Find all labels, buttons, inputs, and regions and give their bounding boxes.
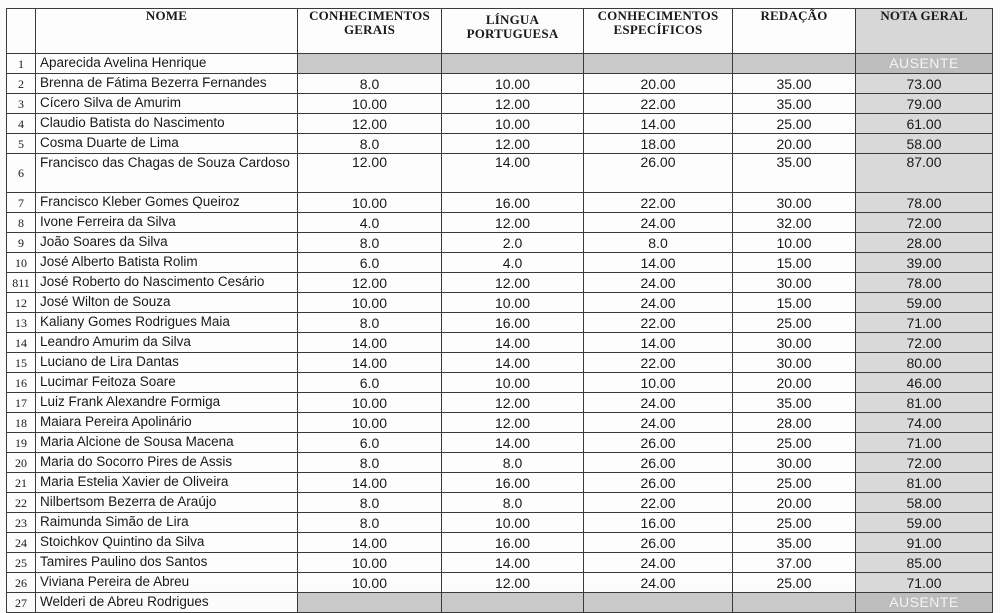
candidate-name: Luiz Frank Alexandre Formiga: [36, 393, 298, 413]
header-lp-line1: LÍNGUA: [485, 12, 540, 27]
score-conhecimentos-gerais: 12.00: [298, 154, 442, 193]
score-lingua-portuguesa: 8.0: [442, 493, 584, 513]
table-row: [7, 493, 993, 513]
nota-geral: 80.00: [856, 353, 993, 373]
table-row: [7, 593, 993, 613]
score-lingua-portuguesa: 2.0: [442, 233, 584, 253]
table-row: [7, 433, 993, 453]
row-number: 6: [7, 154, 36, 193]
score-conhecimentos-gerais: 12.00: [298, 114, 442, 134]
score-conhecimentos-gerais: [298, 54, 442, 74]
score-redacao: 25.00: [733, 473, 856, 493]
row-number: 24: [7, 533, 36, 553]
nota-geral: 81.00: [856, 473, 993, 493]
header-ce-line2: ESPECÍFICOS: [613, 22, 703, 37]
score-redacao: 15.00: [733, 293, 856, 313]
score-lingua-portuguesa: [442, 54, 584, 74]
row-number: 27: [7, 593, 36, 613]
score-lingua-portuguesa: 10.00: [442, 114, 584, 134]
score-redacao: [733, 54, 856, 74]
score-conhecimentos-especificos: 24.00: [584, 393, 733, 413]
nota-geral: 46.00: [856, 373, 993, 393]
header-cg-line1: CONHECIMENTOS: [309, 8, 430, 23]
score-conhecimentos-gerais: 10.00: [298, 553, 442, 573]
nota-geral: AUSENTE: [856, 54, 993, 74]
candidate-name: João Soares da Silva: [36, 233, 298, 253]
header-nota-geral: NOTA GERAL: [856, 9, 993, 54]
candidate-name: Nilbertsom Bezerra de Araújo: [36, 493, 298, 513]
score-conhecimentos-gerais: 14.00: [298, 473, 442, 493]
row-number: 20: [7, 453, 36, 473]
score-conhecimentos-gerais: 12.00: [298, 273, 442, 293]
row-number: 10: [7, 253, 36, 273]
table-row: [7, 233, 993, 253]
nota-geral: 71.00: [856, 573, 993, 593]
nota-geral: 71.00: [856, 313, 993, 333]
row-number: 17: [7, 393, 36, 413]
score-conhecimentos-especificos: 14.00: [584, 114, 733, 134]
row-number: 9: [7, 233, 36, 253]
candidate-name: Lucimar Feitoza Soare: [36, 373, 298, 393]
candidate-name: Stoichkov Quintino da Silva: [36, 533, 298, 553]
nota-geral: 28.00: [856, 233, 993, 253]
candidate-name: Cícero Silva de Amurim: [36, 94, 298, 114]
score-lingua-portuguesa: 12.00: [442, 213, 584, 233]
row-number: 8: [7, 213, 36, 233]
candidate-name: Tamires Paulino dos Santos: [36, 553, 298, 573]
row-number: 3: [7, 94, 36, 114]
row-number: 22: [7, 493, 36, 513]
nota-geral: 78.00: [856, 273, 993, 293]
score-conhecimentos-gerais: 10.00: [298, 94, 442, 114]
score-conhecimentos-especificos: 22.00: [584, 193, 733, 213]
header-nome: NOME: [36, 9, 298, 54]
score-conhecimentos-gerais: 6.0: [298, 433, 442, 453]
header-lingua-portuguesa: [442, 9, 584, 54]
score-conhecimentos-gerais: 10.00: [298, 413, 442, 433]
nota-geral: 58.00: [856, 493, 993, 513]
nota-geral: 72.00: [856, 453, 993, 473]
score-lingua-portuguesa: 10.00: [442, 513, 584, 533]
score-conhecimentos-especificos: 24.00: [584, 413, 733, 433]
score-lingua-portuguesa: 4.0: [442, 253, 584, 273]
score-redacao: 32.00: [733, 213, 856, 233]
score-redacao: 15.00: [733, 253, 856, 273]
nota-geral: 39.00: [856, 253, 993, 273]
nota-geral: 59.00: [856, 293, 993, 313]
nota-geral: 71.00: [856, 433, 993, 453]
table-row: [7, 533, 993, 553]
score-redacao: 30.00: [733, 193, 856, 213]
score-conhecimentos-especificos: 24.00: [584, 213, 733, 233]
score-conhecimentos-especificos: 24.00: [584, 293, 733, 313]
row-number: 7: [7, 193, 36, 213]
nota-geral: 73.00: [856, 74, 993, 94]
table-row: [7, 333, 993, 353]
score-redacao: [733, 593, 856, 613]
score-redacao: 35.00: [733, 533, 856, 553]
score-conhecimentos-gerais: 14.00: [298, 353, 442, 373]
candidate-name: Claudio Batista do Nascimento: [36, 114, 298, 134]
candidate-name: Welderi de Abreu Rodrigues: [36, 593, 298, 613]
score-lingua-portuguesa: 12.00: [442, 273, 584, 293]
score-conhecimentos-especificos: 26.00: [584, 154, 733, 193]
score-conhecimentos-especificos: 24.00: [584, 273, 733, 293]
score-redacao: 30.00: [733, 353, 856, 373]
table-row: [7, 213, 993, 233]
score-redacao: 30.00: [733, 333, 856, 353]
nota-geral: 85.00: [856, 553, 993, 573]
candidate-name: Cosma Duarte de Lima: [36, 134, 298, 154]
score-conhecimentos-gerais: 8.0: [298, 233, 442, 253]
score-conhecimentos-especificos: [584, 593, 733, 613]
table-row: [7, 573, 993, 593]
score-lingua-portuguesa: 10.00: [442, 74, 584, 94]
score-conhecimentos-gerais: 8.0: [298, 134, 442, 154]
score-conhecimentos-especificos: 22.00: [584, 313, 733, 333]
header-conhecimentos-gerais: [298, 9, 442, 54]
table-row: [7, 293, 993, 313]
candidate-name: Luciano de Lira Dantas: [36, 353, 298, 373]
score-conhecimentos-gerais: [298, 593, 442, 613]
score-conhecimentos-gerais: 6.0: [298, 253, 442, 273]
score-conhecimentos-especificos: 22.00: [584, 353, 733, 373]
nota-geral: 74.00: [856, 413, 993, 433]
row-number: 12: [7, 293, 36, 313]
score-redacao: 35.00: [733, 154, 856, 193]
nota-geral: 79.00: [856, 94, 993, 114]
score-redacao: 30.00: [733, 273, 856, 293]
candidate-name: Viviana Pereira de Abreu: [36, 573, 298, 593]
score-conhecimentos-gerais: 4.0: [298, 213, 442, 233]
row-number: 25: [7, 553, 36, 573]
results-sheet: [6, 8, 992, 610]
score-redacao: 20.00: [733, 373, 856, 393]
nota-geral: 58.00: [856, 134, 993, 154]
score-conhecimentos-especificos: 22.00: [584, 493, 733, 513]
score-redacao: 20.00: [733, 134, 856, 154]
score-conhecimentos-especificos: 10.00: [584, 373, 733, 393]
row-number: 14: [7, 333, 36, 353]
row-number: 5: [7, 134, 36, 154]
score-lingua-portuguesa: 14.00: [442, 333, 584, 353]
candidate-name: José Wilton de Souza: [36, 293, 298, 313]
score-redacao: 25.00: [733, 433, 856, 453]
table-row: [7, 154, 993, 193]
table-row: [7, 473, 993, 493]
score-redacao: 35.00: [733, 393, 856, 413]
score-redacao: 35.00: [733, 94, 856, 114]
nota-geral: AUSENTE: [856, 593, 993, 613]
score-conhecimentos-gerais: 6.0: [298, 373, 442, 393]
table-row: [7, 373, 993, 393]
table-row: [7, 94, 993, 114]
score-redacao: 25.00: [733, 573, 856, 593]
score-redacao: 10.00: [733, 233, 856, 253]
table-row: [7, 74, 993, 94]
score-conhecimentos-gerais: 10.00: [298, 393, 442, 413]
score-conhecimentos-gerais: 10.00: [298, 193, 442, 213]
table-row: [7, 553, 993, 573]
score-redacao: 28.00: [733, 413, 856, 433]
table-row: [7, 193, 993, 213]
score-lingua-portuguesa: 12.00: [442, 94, 584, 114]
results-table: [6, 8, 993, 613]
score-conhecimentos-gerais: 10.00: [298, 573, 442, 593]
score-conhecimentos-especificos: [584, 54, 733, 74]
row-number: 18: [7, 413, 36, 433]
candidate-name: Francisco das Chagas de Souza Cardoso: [36, 154, 298, 193]
candidate-name: Kaliany Gomes Rodrigues Maia: [36, 313, 298, 333]
row-number: 13: [7, 313, 36, 333]
row-number: 19: [7, 433, 36, 453]
score-conhecimentos-especificos: 22.00: [584, 94, 733, 114]
table-row: [7, 453, 993, 473]
candidate-name: Maiara Pereira Apolinário: [36, 413, 298, 433]
candidate-name: José Alberto Batista Rolim: [36, 253, 298, 273]
table-row: [7, 273, 993, 293]
candidate-name: Ivone Ferreira da Silva: [36, 213, 298, 233]
table-row: [7, 54, 993, 74]
table-row: [7, 134, 993, 154]
score-lingua-portuguesa: 12.00: [442, 413, 584, 433]
score-redacao: 25.00: [733, 114, 856, 134]
score-conhecimentos-especificos: 26.00: [584, 453, 733, 473]
score-redacao: 20.00: [733, 493, 856, 513]
nota-geral: 81.00: [856, 393, 993, 413]
candidate-name: Leandro Amurim da Silva: [36, 333, 298, 353]
score-conhecimentos-gerais: 8.0: [298, 74, 442, 94]
score-conhecimentos-gerais: 8.0: [298, 313, 442, 333]
candidate-name: Francisco Kleber Gomes Queiroz: [36, 193, 298, 213]
header-redacao: REDAÇÃO: [733, 9, 856, 54]
row-number: 21: [7, 473, 36, 493]
nota-geral: 78.00: [856, 193, 993, 213]
row-number: 811: [7, 273, 36, 293]
candidate-name: Raimunda Simão de Lira: [36, 513, 298, 533]
score-conhecimentos-especificos: 14.00: [584, 333, 733, 353]
table-row: [7, 413, 993, 433]
nota-geral: 91.00: [856, 533, 993, 553]
score-lingua-portuguesa: 16.00: [442, 473, 584, 493]
score-lingua-portuguesa: 12.00: [442, 393, 584, 413]
score-lingua-portuguesa: 16.00: [442, 313, 584, 333]
score-conhecimentos-gerais: 14.00: [298, 533, 442, 553]
score-conhecimentos-gerais: 8.0: [298, 513, 442, 533]
score-lingua-portuguesa: 12.00: [442, 573, 584, 593]
score-conhecimentos-especificos: 26.00: [584, 473, 733, 493]
row-number: 2: [7, 74, 36, 94]
header-lp-line2: PORTUGUESA: [466, 26, 559, 41]
score-lingua-portuguesa: 16.00: [442, 193, 584, 213]
score-conhecimentos-especificos: 24.00: [584, 553, 733, 573]
score-lingua-portuguesa: 16.00: [442, 533, 584, 553]
score-redacao: 25.00: [733, 313, 856, 333]
candidate-name: Maria Alcione de Sousa Macena: [36, 433, 298, 453]
score-conhecimentos-gerais: 8.0: [298, 453, 442, 473]
score-conhecimentos-especificos: 26.00: [584, 433, 733, 453]
score-lingua-portuguesa: 14.00: [442, 553, 584, 573]
score-lingua-portuguesa: 12.00: [442, 134, 584, 154]
table-row: [7, 353, 993, 373]
score-lingua-portuguesa: 10.00: [442, 293, 584, 313]
score-lingua-portuguesa: 14.00: [442, 433, 584, 453]
row-number: 4: [7, 114, 36, 134]
table-row: [7, 513, 993, 533]
header-cg-line2: GERAIS: [343, 22, 396, 37]
score-lingua-portuguesa: [442, 593, 584, 613]
score-conhecimentos-especificos: 20.00: [584, 74, 733, 94]
header-ce-line1: CONHECIMENTOS: [597, 8, 719, 23]
candidate-name: Maria Estelia Xavier de Oliveira: [36, 473, 298, 493]
score-conhecimentos-gerais: 14.00: [298, 333, 442, 353]
nota-geral: 59.00: [856, 513, 993, 533]
row-number: 26: [7, 573, 36, 593]
table-row: [7, 393, 993, 413]
score-lingua-portuguesa: 8.0: [442, 453, 584, 473]
nota-geral: 87.00: [856, 154, 993, 193]
score-lingua-portuguesa: 14.00: [442, 353, 584, 373]
candidate-name: José Roberto do Nascimento Cesário: [36, 273, 298, 293]
score-conhecimentos-gerais: 10.00: [298, 293, 442, 313]
nota-geral: 61.00: [856, 114, 993, 134]
row-number: 16: [7, 373, 36, 393]
header-conhecimentos-especificos: [584, 9, 733, 54]
nota-geral: 72.00: [856, 213, 993, 233]
score-conhecimentos-especificos: 26.00: [584, 533, 733, 553]
score-lingua-portuguesa: 10.00: [442, 373, 584, 393]
table-row: [7, 313, 993, 333]
score-redacao: 37.00: [733, 553, 856, 573]
score-conhecimentos-especificos: 8.0: [584, 233, 733, 253]
score-conhecimentos-gerais: 8.0: [298, 493, 442, 513]
candidate-name: Aparecida Avelina Henrique: [36, 54, 298, 74]
candidate-name: Maria do Socorro Pires de Assis: [36, 453, 298, 473]
score-redacao: 25.00: [733, 513, 856, 533]
candidate-name: Brenna de Fátima Bezerra Fernandes: [36, 74, 298, 94]
score-conhecimentos-especificos: 14.00: [584, 253, 733, 273]
table-row: [7, 253, 993, 273]
score-redacao: 35.00: [733, 74, 856, 94]
score-redacao: 30.00: [733, 453, 856, 473]
row-number: 1: [7, 54, 36, 74]
score-conhecimentos-especificos: 24.00: [584, 573, 733, 593]
nota-geral: 72.00: [856, 333, 993, 353]
header-num: [7, 9, 36, 54]
header-row: [7, 9, 993, 54]
score-lingua-portuguesa: 14.00: [442, 154, 584, 193]
row-number: 15: [7, 353, 36, 373]
score-conhecimentos-especificos: 18.00: [584, 134, 733, 154]
score-conhecimentos-especificos: 16.00: [584, 513, 733, 533]
table-row: [7, 114, 993, 134]
row-number: 23: [7, 513, 36, 533]
